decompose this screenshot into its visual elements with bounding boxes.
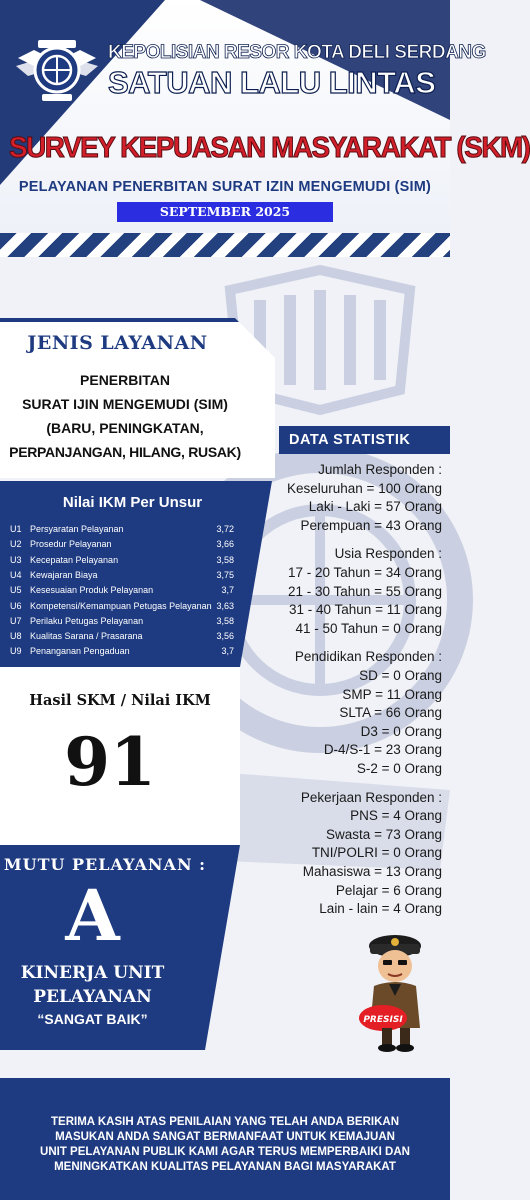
ikm-row-label: Penanganan Pengaduan (30, 646, 130, 657)
decorative-stripes (0, 233, 450, 257)
traffic-police-emblem-icon (14, 36, 100, 104)
hasil-skm-label: Hasil SKM / Nilai IKM (29, 692, 211, 709)
ikm-row (0, 616, 240, 630)
hasil-skm-value: 91 (64, 723, 156, 801)
ikm-row (0, 555, 240, 569)
ikm-row (0, 601, 240, 615)
ikm-row-value: 3,7 (221, 646, 234, 657)
statistik-item: SD = 0 Orang (359, 668, 442, 683)
ikm-row (0, 524, 240, 538)
jenis-layanan-line-2: SURAT IJIN MENGEMUDI (SIM) (22, 396, 228, 412)
kinerja-line-1: KINERJA UNIT (20, 963, 165, 983)
ikm-row (0, 631, 240, 645)
footer-line-4: MENINGKATKAN KUALITAS PELAYANAN BAGI MASYARAKAT (54, 1161, 396, 1173)
mutu-label: MUTU PELAYANAN : (3, 855, 207, 874)
jenis-layanan-heading: JENIS LAYANAN (27, 332, 208, 354)
statistik-header (279, 426, 450, 454)
ikm-row-value: 3,56 (216, 631, 234, 642)
ikm-row (0, 585, 240, 599)
ikm-row-code: U7 (10, 615, 22, 626)
statistik-item: Swasta = 73 Orang (326, 826, 442, 842)
statistik-group-title: Pendidikan Responden : (294, 649, 442, 665)
ikm-row-value: 3,66 (216, 539, 234, 550)
ikm-row-label: Kompetensi/Kemampuan Petugas Pelayanan (30, 600, 212, 611)
ikm-row-value: 3,58 (216, 554, 234, 565)
jenis-layanan-line-4: PERPANJANGAN, HILANG, RUSAK) (9, 444, 241, 460)
statistik-item: D-4/S-1 = 23 Orang (323, 742, 442, 758)
ikm-row-label: Kecepatan Pelayanan (30, 554, 119, 565)
statistik-group-title: Jumlah Responden : (318, 462, 442, 477)
statistik-item: TNI/POLRI = 0 Orang (311, 845, 442, 861)
statistik-item: Perempuan = 43 Orang (300, 517, 442, 533)
statistik-item: Laki - Laki = 57 Orang (308, 499, 442, 515)
ikm-row-value: 3,63 (216, 600, 234, 611)
ikm-row-label: Prosedur Pelayanan (30, 539, 112, 550)
ikm-unsur-heading: Nilai IKM Per Unsur (62, 494, 203, 511)
org-line-1: KEPOLISIAN RESOR KOTA DELI SERDANG (108, 42, 486, 63)
footer-line-1: TERIMA KASIH ATAS PENILAIAN YANG TELAH ANDA BERIKAN (51, 1116, 399, 1128)
period-label: SEPTEMBER 2025 (159, 204, 291, 219)
org-line-2: SATUAN LALU LINTAS (108, 65, 436, 100)
statistik-group-title: Pekerjaan Responden : (300, 789, 442, 805)
jenis-layanan-line-1: PENERBITAN (80, 372, 170, 388)
ikm-row-label: Kualitas Sarana / Prasarana (30, 631, 143, 642)
jenis-layanan-line-3: (BARU, PENINGKATAN, (46, 420, 204, 436)
ikm-row-code: U4 (10, 569, 22, 580)
statistik-item: PNS = 4 Orang (350, 808, 442, 824)
ikm-row-value: 3,7 (221, 585, 234, 596)
statistik-group-title: Usia Responden : (334, 546, 442, 562)
mutu-grade: A (65, 874, 120, 957)
statistik-item: 31 - 40 Tahun = 11 Orang (289, 602, 442, 618)
ikm-row-code: U6 (10, 600, 22, 611)
footer-line-2: MASUKAN ANDA SANGAT BERMANFAAT UNTUK KEMAJUAN (55, 1131, 395, 1143)
statistik-item: S-2 = 0 Orang (356, 761, 442, 776)
statistik-item: D3 = 0 Orang (360, 723, 442, 739)
ikm-row-code: U2 (10, 539, 22, 550)
statistik-list (250, 462, 450, 932)
ikm-row-value: 3,72 (216, 524, 234, 534)
statistik-item: Keseluruhan = 100 Orang (287, 480, 442, 496)
page-title: SURVEY KEPUASAN MASYARAKAT (SKM) (9, 132, 530, 164)
mascot-badge-text: PRESISI (363, 1015, 403, 1025)
statistik-item: Lain - lain = 4 Orang (319, 901, 442, 917)
statistik-item: SLTA = 66 Orang (339, 705, 442, 721)
ikm-row-code: U5 (10, 585, 22, 596)
statistik-item: 41 - 50 Tahun = 0 Orang (295, 620, 442, 636)
ikm-row-label: Kewajaran Biaya (30, 569, 98, 580)
ikm-row (0, 539, 240, 553)
statistik-heading: DATA STATISTIK (289, 432, 411, 448)
ikm-row (0, 570, 240, 584)
statistik-item: 21 - 30 Tahun = 55 Orang (288, 583, 442, 599)
ikm-row-value: 3,58 (216, 615, 234, 626)
statistik-item: SMP = 11 Orang (342, 686, 442, 702)
ikm-row-code: U9 (10, 646, 22, 657)
kinerja-line-2: PELAYANAN (33, 987, 152, 1007)
ikm-row-value: 3,75 (216, 569, 234, 580)
ikm-row-code: U8 (10, 631, 22, 642)
footer-line-3: UNIT PELAYANAN PUBLIK KAMI AGAR TERUS MEMPERBAIKI DAN (40, 1146, 410, 1158)
ikm-row-label: Kesesuaian Produk Pelayanan (30, 585, 154, 596)
page-subtitle: PELAYANAN PENERBITAN SURAT IZIN MENGEMUDI (SIM) (18, 179, 432, 195)
statistik-item: 17 - 20 Tahun = 34 Orang (288, 565, 442, 580)
ikm-row-code: U3 (10, 554, 22, 565)
period-badge (117, 202, 333, 222)
statistik-item: Mahasiswa = 13 Orang (302, 864, 442, 879)
ikm-row-code: U1 (10, 524, 22, 534)
kinerja-result: “SANGAT BAIK” (37, 1011, 148, 1027)
ikm-row (0, 646, 240, 660)
ikm-row-label: Persyaratan Pelayanan (30, 524, 124, 534)
ikm-row-label: Perilaku Petugas Pelayanan (30, 615, 144, 626)
statistik-item: Pelajar = 6 Orang (335, 882, 442, 898)
police-mascot-icon (356, 930, 434, 1052)
